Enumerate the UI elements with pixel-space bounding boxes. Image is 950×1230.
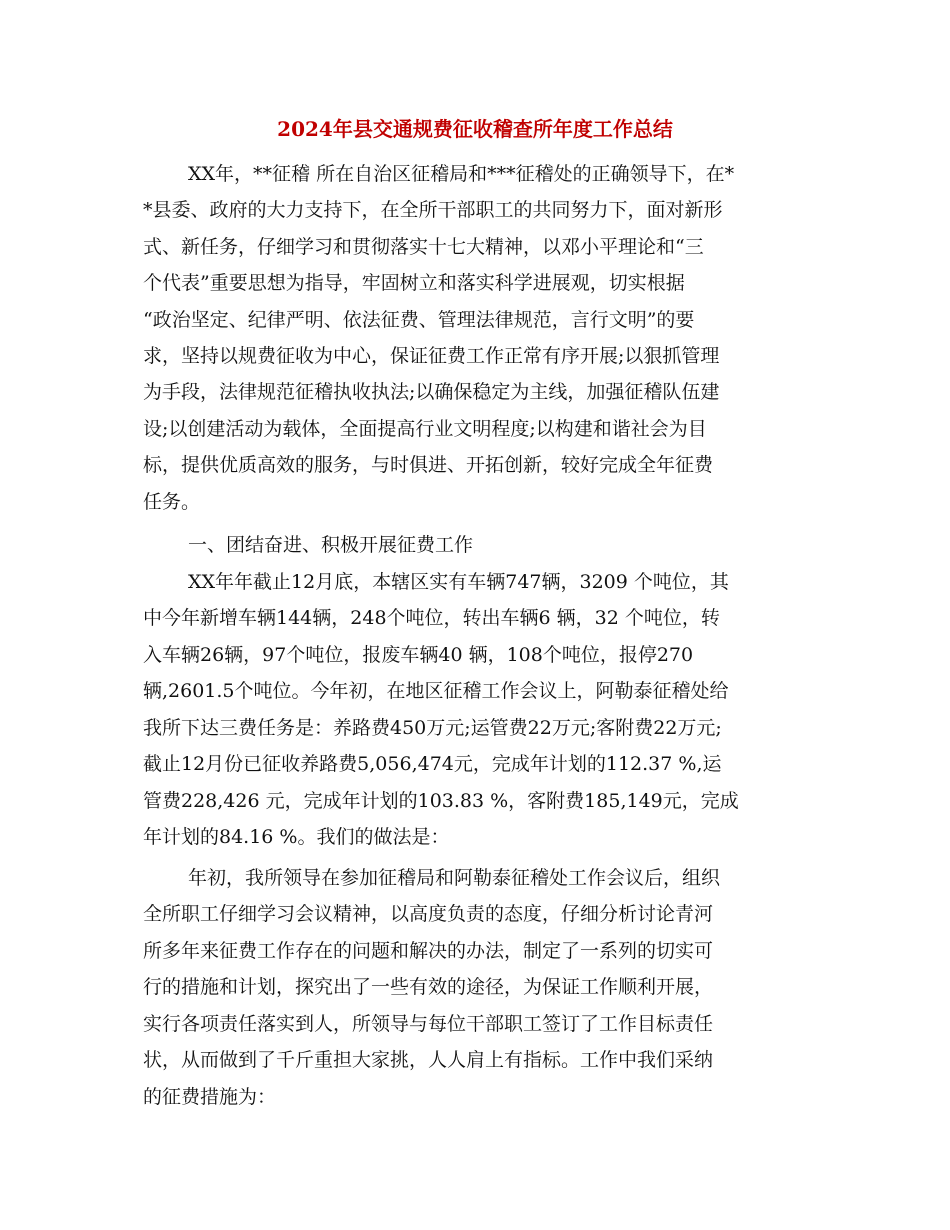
- paragraph-line: XX年，**征稽 所在自治区征稽局和***征稽处的正确领导下，在*: [188, 163, 735, 185]
- paragraph-line: XX年年截止12月底，本辖区实有车辆747辆，3209 个吨位，其: [188, 571, 729, 593]
- paragraph-line: 中今年新增车辆144辆，248个吨位，转出车辆6 辆，32 个吨位，转: [143, 607, 720, 629]
- paragraph-line: 辆,2601.5个吨位。今年初，在地区征稽工作会议上，阿勒泰征稽处给: [143, 680, 729, 702]
- paragraph-line: 管费228,426 元，完成年计划的103.83 %，客附费185,149元，完成: [143, 790, 739, 812]
- paragraph-line: 全所职工仔细学习会议精神，以高度负责的态度，仔细分析讨论青河: [143, 903, 714, 925]
- paragraph-line: 年初，我所领导在参加征稽局和阿勒泰征稽处工作会议后，组织: [188, 867, 721, 889]
- paragraph-line: 行的措施和计划，探究出了一些有效的途径，为保证工作顺利开展，: [143, 976, 714, 998]
- paragraph-line: 状，从而做到了千斤重担大家挑，人人肩上有指标。工作中我们采纳: [143, 1049, 714, 1071]
- document-title: 2024年县交通规费征收稽查所年度工作总结: [277, 117, 673, 141]
- paragraph-line: “政治坚定、纪律严明、依法征费、管理法律规范，言行文明”的要: [143, 309, 695, 331]
- paragraph-line: 所多年来征费工作存在的问题和解决的办法，制定了一系列的切实可: [143, 940, 714, 962]
- paragraph-line: 设;以创建活动为载体，全面提高行业文明程度;以构建和谐社会为目: [143, 418, 707, 440]
- paragraph-line: 式、新任务，仔细学习和贯彻落实十七大精神，以邓小平理论和“三: [143, 236, 704, 258]
- paragraph-line: 截止12月份已征收养路费5,056,474元，完成年计划的112.37 %,运: [143, 753, 722, 775]
- paragraph-line: 入车辆26辆，97个吨位，报废车辆40 辆，108个吨位，报停270: [143, 644, 694, 666]
- paragraph-line: 任务。: [143, 491, 201, 513]
- paragraph-line: 实行各项责任落实到人，所领导与每位干部职工签订了工作目标责任: [143, 1013, 714, 1035]
- paragraph-line: 我所下达三费任务是：养路费450万元;运管费22万元;客附费22万元;: [143, 717, 722, 739]
- paragraph-line: 标，提供优质高效的服务，与时俱进、开拓创新，较好完成全年征费: [143, 454, 714, 476]
- section-heading: 一、团结奋进、积极开展征费工作: [188, 534, 474, 556]
- paragraph-line: *县委、政府的大力支持下，在全所干部职工的共同努力下，面对新形: [143, 199, 723, 221]
- paragraph-line: 年计划的84.16 %。我们的做法是：: [143, 826, 450, 848]
- paragraph-line: 的征费措施为：: [143, 1086, 277, 1108]
- paragraph-line: 为手段，法律规范征稽执收执法;以确保稳定为主线，加强征稽队伍建: [143, 381, 720, 403]
- paragraph-line: 个代表”重要思想为指导，牢固树立和落实科学进展观，切实根据: [143, 272, 685, 294]
- paragraph-line: 求，坚持以规费征收为中心，保证征费工作正常有序开展;以狠抓管理: [143, 345, 720, 367]
